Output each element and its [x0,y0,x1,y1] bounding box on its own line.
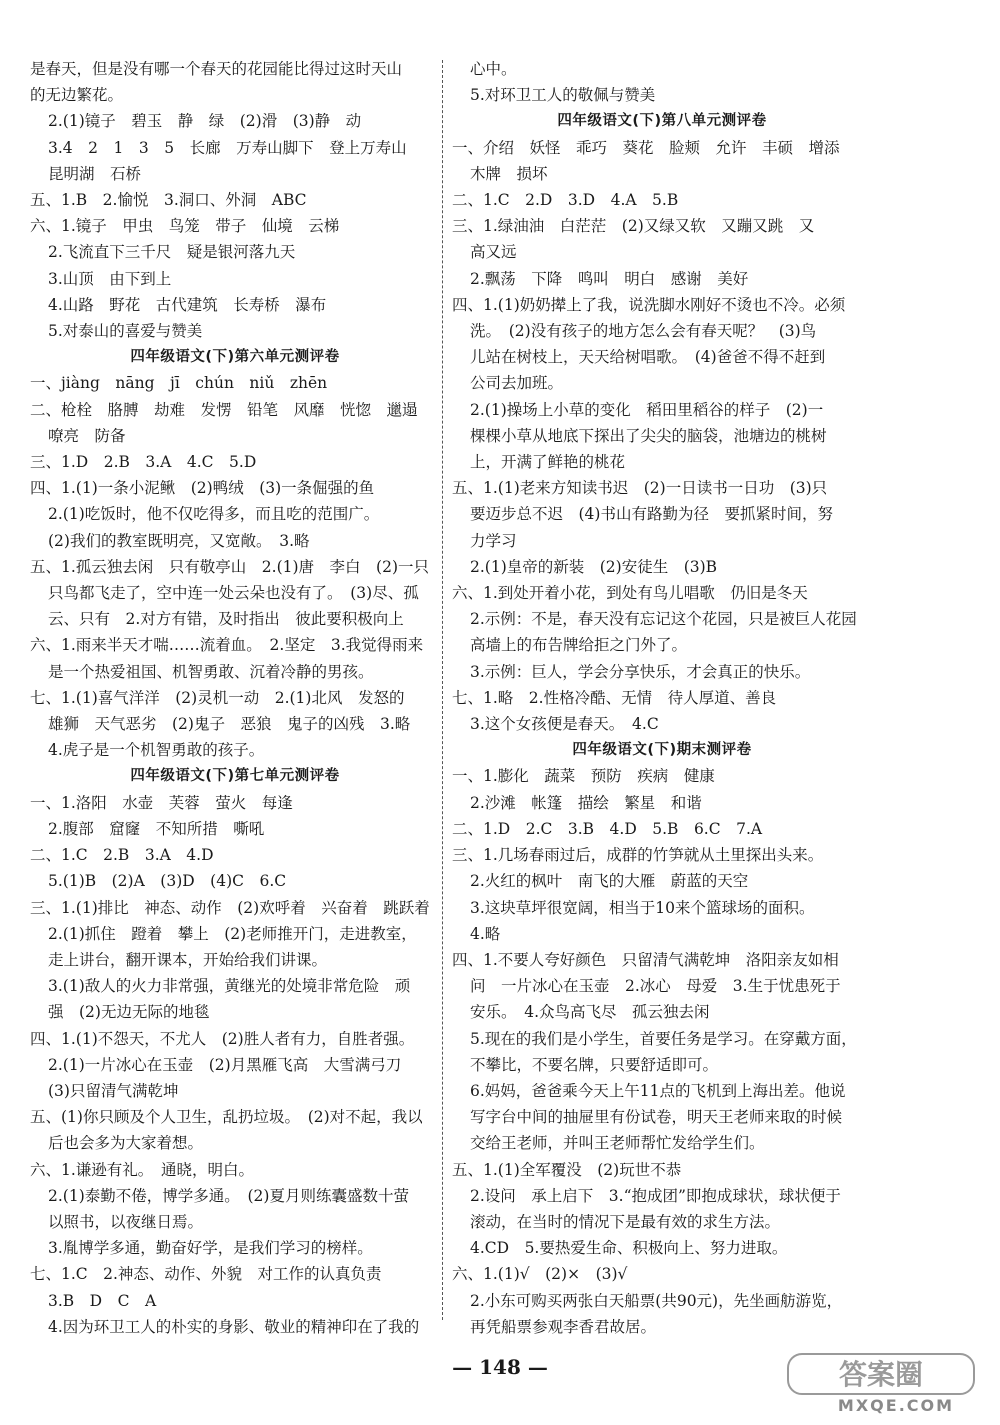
answer-line: 4.CD 5.要热爱生命、积极向上、努力进取。 [470,1239,788,1258]
answer-line: 高又远 [470,243,517,262]
answer-line: 3.4 2 1 3 5 长廊 万寿山脚下 登上万寿山 [48,138,407,157]
answer-line: 2.(1)镜子 碧玉 静 绿 (2)滑 (3)静 动 [48,112,362,131]
answer-line: 写字台中间的抽屉里有份试卷，明天王老师来取的时候 [470,1108,843,1127]
answer-line: 后也会多为大家着想。 [48,1134,204,1153]
right-column [452,56,872,1340]
answer-line: 2.沙滩 帐篷 描绘 繁星 和谐 [470,793,702,812]
answer-line: 六、1.谦逊有礼。 通晓，明白。 [30,1160,255,1179]
answer-line: 是春天，但是没有哪一个春天的花园能比得过这时天山 [30,60,403,78]
answer-line: 6.妈妈，爸爸乘今天上午11点的飞机到上海出差。他说 [470,1081,846,1100]
answer-line: 2.(1)皇帝的新装 (2)安徒生 (3)B [470,557,718,576]
answer-line: 3.这块草坪很宽阔，相当于10来个篮球场的面积。 [470,898,815,917]
answer-line: 安乐。 4.众鸟高飞尽 孤云独去闲 [470,1003,710,1022]
answer-line: 四、1.不要人夸好颜色 只留清气满乾坤 洛阳亲友如相 [452,950,839,969]
answer-line: 六、1.(1)√ (2)× (3)√ [452,1265,628,1284]
answer-line: 不攀比，不要名牌，只要舒适即可。 [470,1055,719,1074]
answer-line: 五、1.B 2.愉悦 3.洞口、外洞 ABC [30,191,307,210]
answer-line: 3.这个女孩便是春天。 4.C [470,715,659,734]
answer-line: 2.(1)抓住 蹬着 攀上 (2)老师推开门，走进教室， [48,924,417,943]
answer-line: 3.(1)敌人的火力非常强，黄继光的处境非常危险 顽 [48,977,411,996]
answer-line: 洗。 (2)没有孩子的地方怎么会有春天呢？ (3)鸟 [470,322,817,341]
answer-line: 一、1.膨化 蔬菜 预防 疾病 健康 [452,767,715,786]
answer-line: 三、1.绿油油 白茫茫 (2)又绿又软 又蹦又跳 又 [452,217,815,236]
answer-line: 五、(1)你只顾及个人卫生，乱扔垃圾。 (2)对不起，我以 [30,1108,423,1127]
answer-line: 一、介绍 妖怪 乖巧 葵花 脸颊 允许 丰硕 增添 [452,138,840,157]
answer-line: 5.对环卫工人的敬佩与赞美 [470,86,656,105]
answer-line: 要迈步总不迟 (4)书山有路勤为径 要抓紧时间，努 [470,505,833,524]
answer-line: 雄狮 天气恶劣 (2)鬼子 恶狼 鬼子的凶残 3.略 [48,715,411,734]
answer-line: 3.示例：巨人，学会分享快乐，才会真正的快乐。 [470,662,811,681]
answer-line: 棵棵小草从地底下探出了尖尖的脑袋，池塘边的桃树 [470,426,827,445]
answer-line: 2.火红的枫叶 南飞的大雁 蔚蓝的天空 [470,872,749,891]
answer-line: 四、1.(1)一条小泥鳅 (2)鸭绒 (3)一条倔强的鱼 [30,479,375,498]
answer-line: 2.(1)泰勤不倦，博学多通。 (2)夏月则练囊盛数十萤 [48,1186,409,1205]
answer-line: 4.山路 野花 古代建筑 长寿桥 瀑布 [48,295,327,314]
answer-line: 木牌 损坏 [470,164,548,183]
answer-line: 4.虎子是一个机智勇敢的孩子。 [48,741,265,760]
answer-line: 3.山顶 由下到上 [48,269,172,288]
answer-line: 5.现在的我们是小学生，首要任务是学习。在穿戴方面， [470,1029,857,1048]
page-number: — 148 — [452,1355,548,1379]
answer-line: 强 (2)无边无际的地毯 [48,1003,210,1022]
answer-line: 4.因为环卫工人的朴实的身影、敬业的精神印在了我的 [48,1317,420,1336]
answer-line: 力学习 [470,531,517,550]
answer-line: 问 一片冰心在玉壶 2.冰心 母爱 3.生于忧患死于 [470,977,841,996]
answer-line: 四、1.(1)不怨天，不尤人 (2)胜人者有力，自胜者强。 [30,1029,415,1048]
answer-line: 三、1.几场春雨过后，成群的竹笋就从土里探出头来。 [452,846,824,865]
answer-line: 以照书，以夜继日焉。 [48,1212,204,1231]
watermark-logo-text: 答案圈 [838,1358,924,1391]
watermark-site: MXQE.COM [837,1396,955,1415]
section-heading: 四年级语文(下)期末测评卷 [572,742,752,759]
answer-line: 二、1.C 2.D 3.D 4.A 5.B [452,191,679,210]
answer-line: 昆明湖 石桥 [48,164,142,183]
answer-line: 嘹亮 防备 [48,426,126,445]
answer-line: 滚动，在当时的情况下是最有效的求生方法。 [470,1212,781,1231]
answer-line: 上，开满了鲜艳的桃花 [470,453,626,472]
answer-line: 高墙上的布告牌给拒之门外了。 [470,636,688,655]
answer-line: 2.(1)吃饭时，他不仅吃得多，而且吃的范围广。 [48,505,380,524]
answer-line: 五、1.孤云独去闲 只有敬亭山 2.(1)唐 李白 (2)一只 [30,557,429,576]
answer-line: 5.(1)B (2)A (3)D (4)C 6.C [48,872,287,891]
answer-line: 2.腹部 窟窿 不知所措 嘶吼 [48,819,265,838]
answer-line: 4.略 [470,924,501,943]
answer-line: 3.B D C A [48,1291,157,1310]
column-divider [442,60,443,1320]
answer-line: 走上讲台，翻开课本，开始给我们讲课。 [48,950,328,969]
answer-line: 五、1.(1)老来方知读书迟 (2)一日读书一日功 (3)只 [452,479,828,498]
answer-line: 5.对泰山的喜爱与赞美 [48,322,203,341]
answer-line: 四、1.(1)奶奶撵上了我，说洗脚水刚好不烫也不冷。必须 [452,295,846,314]
answer-line: 交给王老师，并叫王老师帮忙发给学生们。 [470,1134,765,1153]
watermark-logo [786,1350,976,1398]
answer-line: (2)我们的教室既明亮，又宽敞。 3.略 [48,531,310,550]
answer-line: 七、1.略 2.性格冷酷、无情 待人厚道、善良 [452,688,777,707]
answer-line: 2.(1)操场上小草的变化 稻田里稻谷的样子 (2)一 [470,400,824,419]
answer-line: 六、1.雨来半天才喘……流着血。 2.坚定 3.我觉得雨来 [30,636,424,655]
answer-line: 2.飘荡 下降 鸣叫 明白 感谢 美好 [470,269,749,288]
answer-line: 3.胤博学多通，勤奋好学，是我们学习的榜样。 [48,1239,373,1258]
answer-line: 云、只有 2.对方有错，及时指出 彼此要积极向上 [48,610,404,629]
answer-line: 二、1.D 2.C 3.B 4.D 5.B 6.C 7.A [452,819,763,838]
answer-line: 三、1.(1)排比 神态、动作 (2)欢呼着 兴奋着 跳跃着 [30,898,430,917]
section-heading: 四年级语文(下)第八单元测评卷 [557,113,767,130]
answer-line: 一、1.洛阳 水壶 芙蓉 萤火 每逢 [30,793,293,812]
answer-line: 二、枪栓 胳膊 劫难 发愣 铅笔 风靡 恍惚 邋遢 [30,400,418,419]
answer-line: 一、jiàng nāng jī chún niǔ zhēn [30,374,328,393]
answer-line: 2.飞流直下三千尺 疑是银河落九天 [48,243,296,262]
section-heading: 四年级语文(下)第七单元测评卷 [130,768,340,785]
answer-line: (3)只留清气满乾坤 [48,1081,179,1100]
answer-line: 2.示例：不是，春天没有忘记这个花园，只是被巨人花园 [470,610,857,629]
watermark [786,1350,976,1418]
answer-line: 七、1.(1)喜气洋洋 (2)灵机一动 2.(1)北风 发怒的 [30,688,405,707]
answer-line: 儿站在树枝上，天天给树唱歌。 (4)爸爸不得不赶到 [470,348,826,367]
answer-line: 七、1.C 2.神态、动作、外貌 对工作的认真负责 [30,1265,382,1284]
answer-line: 2.设问 承上启下 3.“抱成团”即抱成球状，球状便于 [470,1186,841,1205]
answer-line: 心中。 [470,60,517,78]
section-heading: 四年级语文(下)第六单元测评卷 [130,349,340,366]
answer-line: 只鸟都飞走了，空中连一处云朵也没有了。 (3)尽、孤 [48,584,419,603]
answer-line: 2.小东可购买两张白天船票(共90元)，先坐画舫游览， [470,1291,843,1310]
answer-line: 三、1.D 2.B 3.A 4.C 5.D [30,453,257,472]
answer-line: 的无边繁花。 [30,86,124,105]
answer-line: 六、1.镜子 甲虫 鸟笼 带子 仙境 云梯 [30,217,340,236]
answer-line: 二、1.C 2.B 3.A 4.D [30,846,214,865]
answer-line: 再凭船票参观李香君故居。 [470,1317,657,1336]
left-column [30,56,440,1340]
answer-line: 公司去加班。 [470,374,564,393]
answer-line: 五、1.(1)全军覆没 (2)玩世不恭 [452,1160,682,1179]
answer-line: 六、1.到处开着小花，到处有鸟儿唱歌 仍旧是冬天 [452,584,808,603]
answer-line: 是一个热爱祖国、机智勇敢、沉着冷静的男孩。 [48,662,374,681]
answer-line: 2.(1)一片冰心在玉壶 (2)月黑雁飞高 大雪满弓刀 [48,1055,402,1074]
